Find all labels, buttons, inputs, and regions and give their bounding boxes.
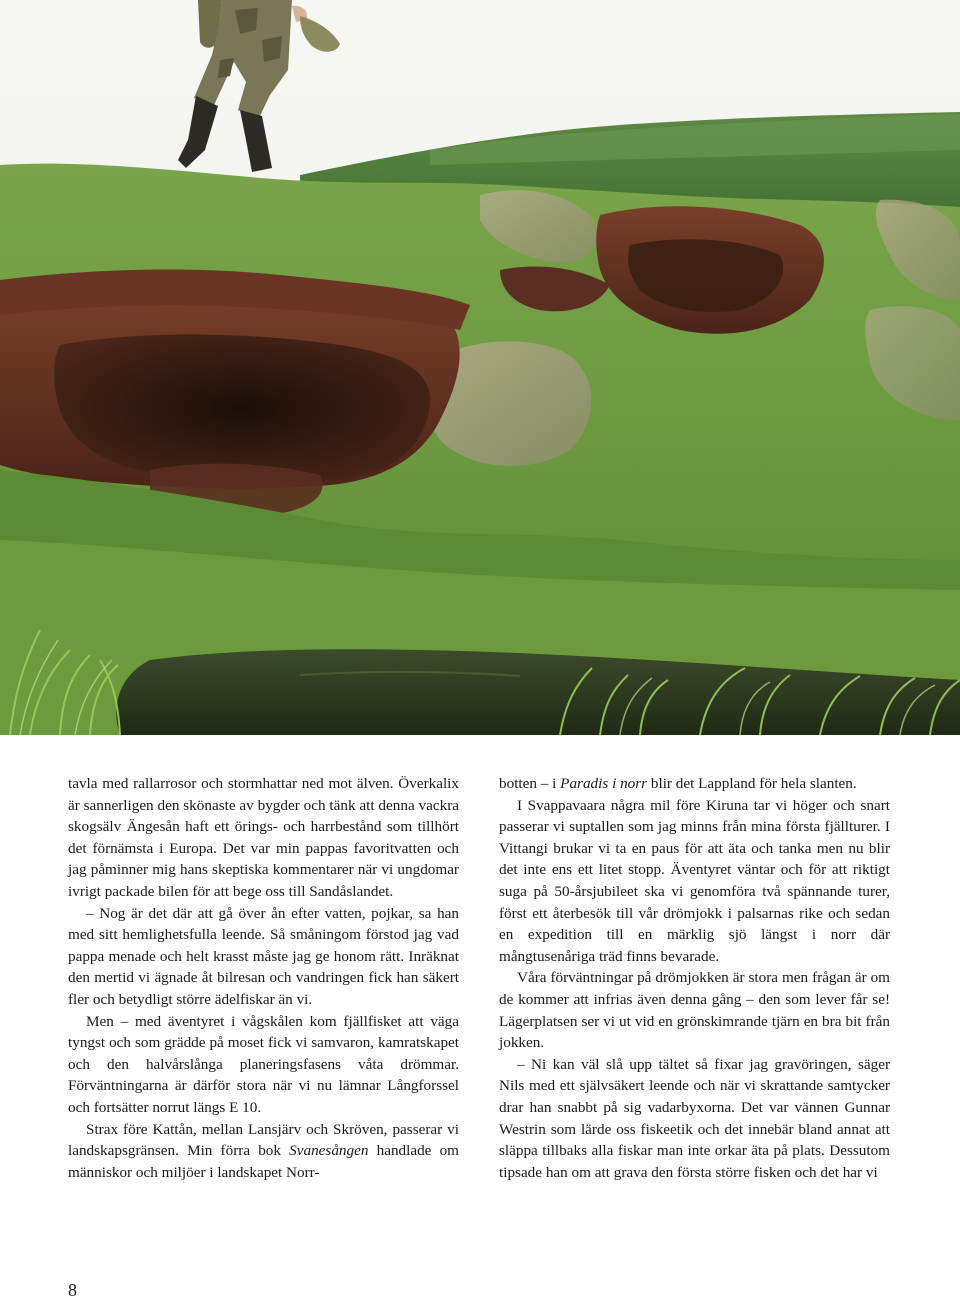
page-number: 8 [68,1280,77,1300]
text-run: Våra förväntningar på drömjokken är stora men frågan är om de kommer att infrias även denna gång – den som lever får se! Lägerplatsen ser vi ut vid en grönskimrande tjärn en bra bit från jokken. [499,969,890,1052]
paragraph [499,967,890,1053]
text-run: Strax före Kattån, mellan Lansjärv och Skröven, passerar vi landskapsgränsen. Min förra bok [68,1120,459,1160]
italic-title: Paradis i norr [560,775,648,792]
paragraph [499,795,890,968]
paragraph [68,903,459,1011]
text-run: tavla med rallarrosor och stormhattar ned mot älven. Överkalix är sannerligen den skönaste av bygder och tänk att denna vackra skogsälv Ängesån haft ett örings- och harrbestånd som tillhört det förnämsta i Europa. Det var min pappas favoritvatten och jag påminner mig hans skeptiska kommentarer när vi ungdomar ivrigt packade bilen för att bege oss till Sandåslandet. [68,775,459,900]
text-run: Men – med äventyret i vågskålen kom fjällfisket att väga tyngst och som grädde på moset fick vi samvaron, kamratskapet och den halvårslånga planeringsfasens våta drömmar. Förväntningarna är därför stora när vi nu lämnar Långforssel och fortsätter norrut längs E 10. [68,1012,459,1116]
italic-title: Svanesången [289,1142,369,1160]
text-run: blir det Lappland för hela slanten. [647,775,857,792]
paragraph [499,773,890,795]
paragraph [68,773,459,903]
text-run: – Nog är det där att gå över ån efter vatten, pojkar, sa han med sitt hemlighetsfulla leende. Så småningom förstod jag vad pappa menade och helt krasst måste jag ge honom rätt. Inräknat den mertid vi ägnade åt bilresan och vandringen fick han säkert fler och betydligt större ädelfiskar än vi. [68,904,459,1008]
text-column-left [68,773,459,1183]
text-run: I Svappavaara några mil före Kiruna tar vi höger och snart passerar vi suptallen som jag minns från mina första fjällturer. I Vittangi brukar vi ta en paus för att äta och tanka men nu blir det inte ens ett litet stopp. Äventyret väntar och för att riktigt suga på 50-årsjubileet ska vi genomföra två spännande turer, först ett återbesök till vår drömjokk i palsarnas rike och sedan en expedition till en märklig sjö längst i norr där mångtusenåriga träd finns bevarade. [499,796,890,965]
paragraph [68,1119,459,1184]
paragraph [68,1011,459,1119]
text-run: handlade om människor och miljöer i landskapet Norr- [68,1142,459,1181]
text-column-right [499,773,890,1183]
paragraph [499,1054,890,1184]
text-run: botten – i [499,775,561,792]
text-run: – Ni kan väl slå upp tältet så fixar jag gravöringen, säger Nils med ett självsäkert leende och när vi skrattande samtycker drar han snabbt på sig vadarbyxorna. Det var vännen Gunnar Westrin som lärde oss fiskeetik och det innebär bland annat att släppa tillbaks alla fiskar man inte orkar äta på plats. Dessutom tipsade han om att grava den första större fisken och det har vi [499,1055,890,1181]
